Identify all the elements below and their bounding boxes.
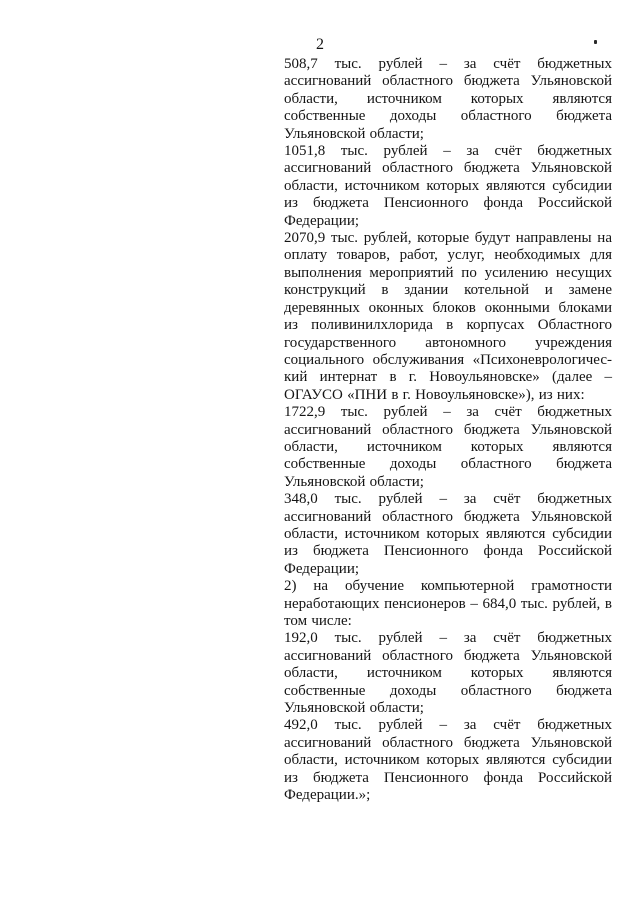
paragraph-3: 2070,9 тыс. рублей, которые будут направлены на оплату товаров, работ, услуг, необходимых для выполнения мероприятий по усилению несущих конструкций в здании котельной и замене деревянных оконных блоков оконными блоками из поливинилхлорида в корпусах Областного государственного автономного учреждения социального обслуживания «Психоневрологичес-кий интернат в г. Новоульяновске» (далее – ОГАУСО «ПНИ в г. Новоульяновске»), из них: xyxy=(284,230,612,403)
paragraph-8: 492,0 тыс. рублей – за счёт бюджетных ассигнований областного бюджета Ульяновской области, источником которых являются субсидии из бюджета Пенсионного фонда Российской Федерации.»; xyxy=(284,717,612,804)
paragraph-1: 508,7 тыс. рублей – за счёт бюджетных ассигнований областного бюджета Ульяновской области, источником которых являются собственные доходы областного бюджета Ульяновской области; xyxy=(284,56,612,142)
page-number: 2 xyxy=(316,36,324,53)
document-body xyxy=(284,56,612,804)
paragraph-6: 2) на обучение компьютерной грамотности неработающих пенсионеров – 684,0 тыс. рублей, в том числе: xyxy=(284,578,612,629)
paragraph-2: 1051,8 тыс. рублей – за счёт бюджетных ассигнований областного бюджета Ульяновской области, источником которых являются субсидии из бюджета Пенсионного фонда Российской Федерации; xyxy=(284,143,612,229)
scan-mark xyxy=(594,40,597,44)
paragraph-4: 1722,9 тыс. рублей – за счёт бюджетных ассигнований областного бюджета Ульяновской области, источником которых являются собственные доходы областного бюджета Ульяновской области; xyxy=(284,404,612,490)
paragraph-7: 192,0 тыс. рублей – за счёт бюджетных ассигнований областного бюджета Ульяновской области, источником которых являются собственные доходы областного бюджета Ульяновской области; xyxy=(284,630,612,717)
paragraph-5: 348,0 тыс. рублей – за счёт бюджетных ассигнований областного бюджета Ульяновской области, источником которых являются субсидии из бюджета Пенсионного фонда Российской Федерации; xyxy=(284,491,612,577)
